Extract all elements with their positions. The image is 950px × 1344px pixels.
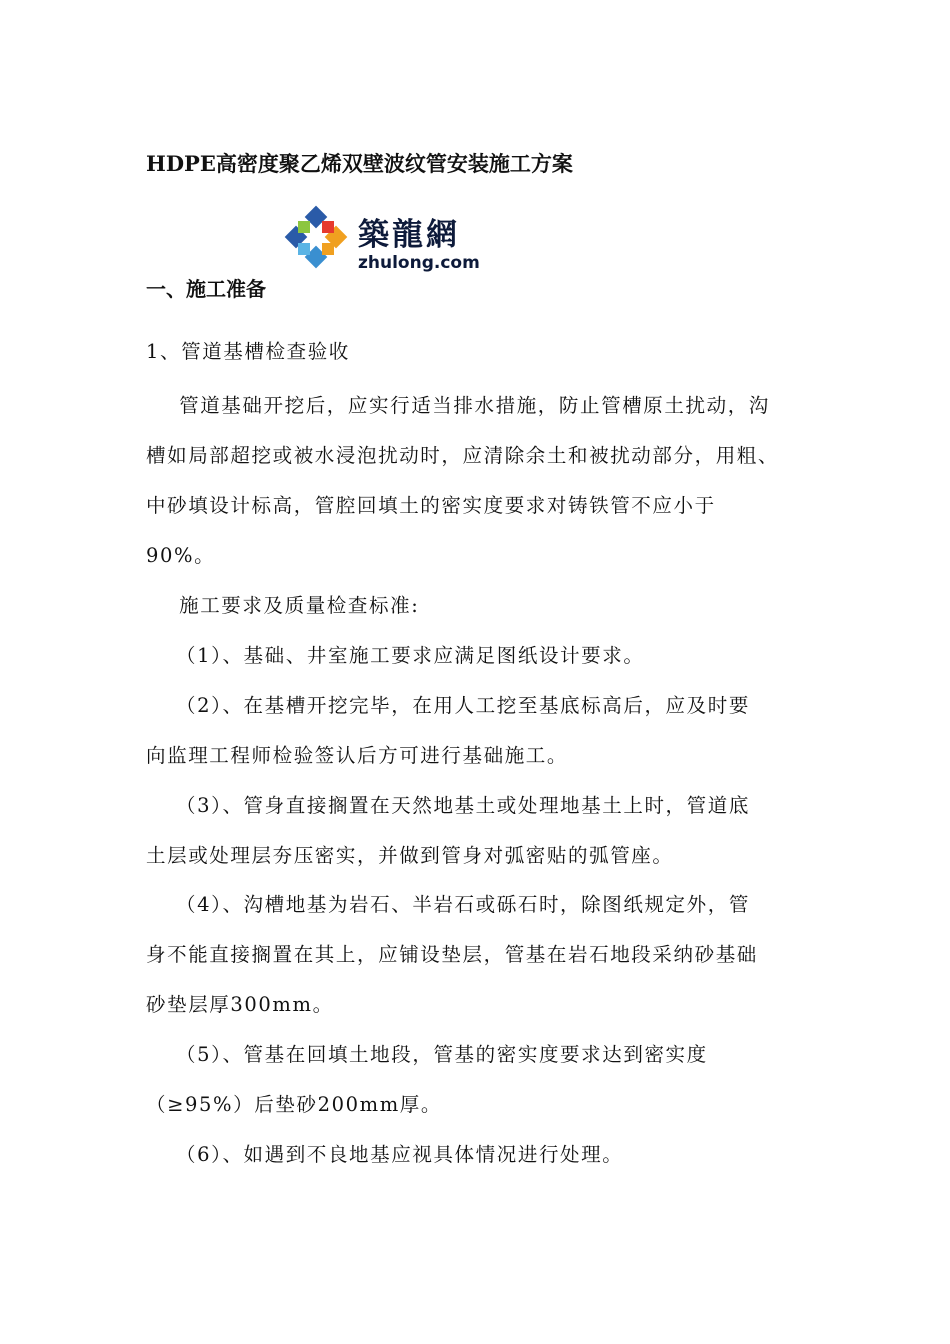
list-item: （2）、在基槽开挖完毕，在用人工挖至基底标高后，应及时要: [176, 694, 750, 717]
logo-english-text: zhulong.com: [358, 253, 480, 273]
document-title: HDPE高密度聚乙烯双壁波纹管安装施工方案: [146, 151, 573, 176]
zhulong-logo-icon: [278, 203, 358, 283]
section-heading: 一、施工准备: [146, 277, 266, 301]
list-item-continuation: （≥95%）后垫砂200mm厚。: [146, 1093, 442, 1116]
list-item-continuation: 土层或处理层夯压密实，并做到管身对弧密贴的弧管座。: [146, 844, 674, 867]
list-item: （1）、基础、井室施工要求应满足图纸设计要求。: [176, 644, 645, 667]
list-item-continuation: 砂垫层厚300mm。: [146, 993, 334, 1016]
paragraph-line: 施工要求及质量检查标准:: [158, 594, 420, 617]
paragraph-line: 中砂填设计标高，管腔回填土的密实度要求对铸铁管不应小于: [146, 494, 716, 517]
paragraph-line: 90%。: [146, 544, 216, 567]
list-item-continuation: 身不能直接搁置在其上，应铺设垫层，管基在岩石地段采纳砂基础: [146, 943, 758, 966]
paragraph-line: 槽如局部超挖或被水浸泡扰动时，应清除余土和被扰动部分，用粗、: [146, 444, 780, 467]
subsection-heading: 1、管道基槽检查验收: [146, 340, 350, 363]
list-item: （6）、如遇到不良地基应视具体情况进行处理。: [176, 1143, 624, 1166]
list-item: （4）、沟槽地基为岩石、半岩石或砾石时，除图纸规定外，管: [176, 893, 750, 916]
zhulong-logo: [278, 203, 494, 283]
paragraph-line: 管道基础开挖后，应实行适当排水措施，防止管槽原土扰动，沟: [158, 394, 770, 417]
list-item-continuation: 向监理工程师检验签认后方可进行基础施工。: [146, 744, 569, 767]
list-item: （5）、管基在回填土地段，管基的密实度要求达到密实度: [176, 1043, 708, 1066]
list-item: （3）、管身直接搁置在天然地基土或处理地基土上时，管道底: [176, 794, 750, 817]
logo-chinese-text: 築龍網: [358, 217, 460, 253]
